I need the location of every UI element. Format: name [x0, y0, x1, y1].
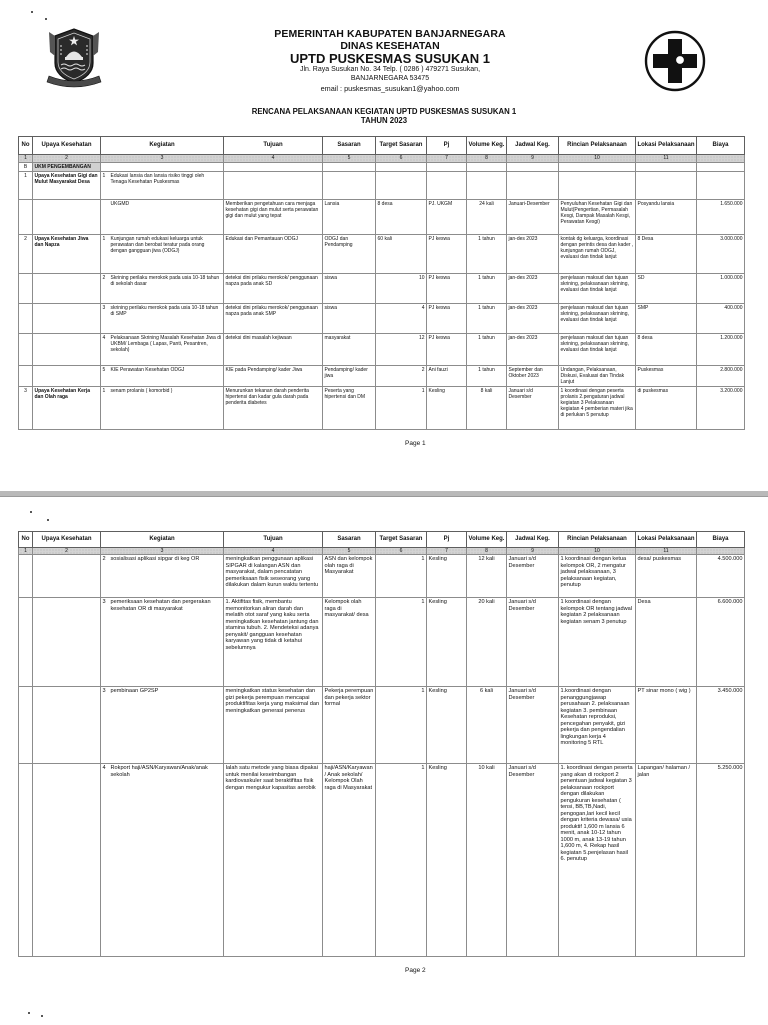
- section-label: UKM PENGEMBANGAN: [33, 163, 101, 172]
- column-number-lokasi: 11: [636, 155, 697, 163]
- kegiatan-number: 4: [102, 765, 106, 771]
- column-header-no: No: [19, 532, 33, 548]
- kegiatan-number: 2: [102, 556, 106, 562]
- cell-rincian: 1.koordinasi dengan penanggungjawap perusahaan 2. pelaksanaan kegiatan 3. pembinaan Kesehatan reproduksi, pencegahan penyakit, gizi pekerja dan pengendalian lingkungan kerja 4 monitoring 5 RTL: [559, 687, 636, 764]
- kegiatan-number: 2: [102, 275, 106, 281]
- column-header-sasaran: Sasaran: [323, 137, 376, 155]
- column-header-target: Target Sasaran: [376, 137, 427, 155]
- cell-no: [19, 366, 33, 387]
- kegiatan-number: 4: [102, 335, 106, 341]
- kegiatan-number: 3: [102, 305, 106, 311]
- cell-pj: PJ keswa: [427, 274, 467, 304]
- kegiatan-entry: [103, 556, 222, 563]
- kegiatan-text: Pelaksanaan Skrining Masalah Kesehatan Jiwa di UKBM/ Lembaga ( Lapas, Panti, Pesantren, sekolah): [110, 335, 222, 353]
- activity-plan-table-page-1: [18, 136, 745, 430]
- table-body: [19, 532, 745, 957]
- cell-no: [19, 304, 33, 334]
- column-number-rincian: 10: [559, 548, 636, 555]
- empty-cell: [427, 163, 467, 172]
- cell-volume: [467, 172, 507, 200]
- empty-cell: [323, 163, 376, 172]
- cell-pj: PJ. UKGM: [427, 200, 467, 235]
- column-number-volume: 8: [467, 155, 507, 163]
- cell-tujuan: deteksi dini masalah kejiwaan: [224, 334, 323, 366]
- cell-lokasi: [636, 172, 697, 200]
- cell-upaya: [33, 334, 101, 366]
- cell-lokasi: SD: [636, 274, 697, 304]
- section-code: B: [19, 163, 33, 172]
- cell-lokasi: SMP: [636, 304, 697, 334]
- cell-biaya: 3.000.000: [697, 235, 745, 274]
- cell-lokasi: Lapangan/ halaman / jalan: [636, 764, 697, 957]
- cell-lokasi: 8 desa: [636, 334, 697, 366]
- kegiatan-number: 3: [102, 688, 106, 694]
- kegiatan-entry: [103, 599, 222, 612]
- cell-target: 1: [376, 764, 427, 957]
- cell-pj: Kesling: [427, 555, 467, 598]
- cell-no: [19, 687, 33, 764]
- cell-no: [19, 555, 33, 598]
- cell-biaya: 3.450.000: [697, 687, 745, 764]
- cell-jadwal: jan-des 2023: [507, 334, 559, 366]
- table-row: [19, 172, 745, 200]
- cell-kegiatan: [101, 200, 224, 235]
- cell-target: 4: [376, 304, 427, 334]
- cell-tujuan: Ialah satu metode yang biasa dipakai untuk menilai keseimbangan kardiovaskuler saat beraktifitas fisik dengan mengukur kapasitas aerobik: [224, 764, 323, 957]
- kegiatan-text: UKGMD: [110, 201, 130, 207]
- cell-pj: PJ keswa: [427, 304, 467, 334]
- kegiatan-text: Edukasi lansia dan lansia risiko tinggi oleh Tenaga Kesehatan Puskesmas: [110, 173, 205, 185]
- cell-upaya: [33, 687, 101, 764]
- letterhead-department: DINAS KESEHATAN: [340, 40, 440, 52]
- cell-jadwal: September dan Oktober 2023: [507, 366, 559, 387]
- cell-pj: [427, 172, 467, 200]
- cell-kegiatan: [101, 387, 224, 430]
- cell-jadwal: Januari s/d Desember: [507, 555, 559, 598]
- cell-no: 3: [19, 387, 33, 430]
- column-header-lokasi: Lokasi Pelaksanaan: [636, 532, 697, 548]
- cell-biaya: 1.000.000: [697, 274, 745, 304]
- cell-no: [19, 764, 33, 957]
- cell-biaya: 5.250.000: [697, 764, 745, 957]
- column-number-pj: 7: [427, 155, 467, 163]
- puskesmas-cross-logo-icon: [644, 30, 706, 92]
- cell-sasaran: Pekerja perempuan dan pekerja sektor formal: [323, 687, 376, 764]
- kegiatan-text: skrining perilaku merokok pada usia 10-18 tahun di SMP: [110, 305, 219, 317]
- column-number-jadwal: 9: [507, 155, 559, 163]
- cell-pj: Ani fauzi: [427, 366, 467, 387]
- cell-biaya: 3.200.000: [697, 387, 745, 430]
- column-header-pj: Pj: [427, 137, 467, 155]
- cell-target: 12: [376, 334, 427, 366]
- cell-kegiatan: [101, 687, 224, 764]
- kegiatan-text: pembinaan GP2SP: [110, 688, 159, 694]
- empty-cell: [467, 163, 507, 172]
- cell-tujuan: Memberikan pengetahuan cara menjaga kesehatan gigi dan mulut serta perawatan gigi dan mulut yang tepat: [224, 200, 323, 235]
- scan-speck: [47, 519, 49, 521]
- cell-no: [19, 274, 33, 304]
- kegiatan-text: KIE Perawatan Kesehatan ODGJ: [110, 367, 185, 373]
- kegiatan-entry: [103, 765, 222, 778]
- cell-target: 1: [376, 387, 427, 430]
- empty-cell: [559, 163, 636, 172]
- section-row: [19, 163, 745, 172]
- column-number-volume: 8: [467, 548, 507, 555]
- page-number: Page 2: [405, 967, 426, 974]
- cell-pj: Kesling: [427, 687, 467, 764]
- column-header-volume: Volume Keg.: [467, 137, 507, 155]
- cell-upaya: [33, 764, 101, 957]
- cell-target: [376, 172, 427, 200]
- column-number-kegiatan: 3: [101, 548, 224, 555]
- cell-jadwal: Januari s/d Desember: [507, 598, 559, 687]
- cell-rincian: [559, 172, 636, 200]
- cell-jadwal: Januari s/d Desember: [507, 764, 559, 957]
- table-row: [19, 387, 745, 430]
- cell-rincian: Undangan, Pelaksanaan, Diskusi, Evaluasi dan Tindak Lanjut: [559, 366, 636, 387]
- cell-volume: 1 tahun: [467, 366, 507, 387]
- cell-jadwal: Januari-Desember: [507, 200, 559, 235]
- cell-rincian: penjelasan maksud dan tujuan skrining, pelaksanaan skrining, evaluasi dan tindak lanjut: [559, 274, 636, 304]
- cell-sasaran: ASN dan kelompok olah raga di Masyarakat: [323, 555, 376, 598]
- column-header-volume: Volume Keg.: [467, 532, 507, 548]
- cell-rincian: penjelasan maksud dan tujuan skrining, pelaksanaan skrining, evaluasi dan tindak lanjut: [559, 304, 636, 334]
- cell-sasaran: Lansia: [323, 200, 376, 235]
- table-row: [19, 366, 745, 387]
- scan-speck: [30, 511, 32, 513]
- kegiatan-entry: [103, 305, 222, 317]
- column-number-sasaran: 5: [323, 155, 376, 163]
- cell-target: 1: [376, 687, 427, 764]
- cell-upaya: [33, 366, 101, 387]
- cell-volume: 6 kali: [467, 687, 507, 764]
- cell-tujuan: KIE pada Pendamping/ kader Jiwa: [224, 366, 323, 387]
- kegiatan-entry: [103, 388, 222, 394]
- cell-biaya: 4.500.000: [697, 555, 745, 598]
- document-page-1: [0, 0, 768, 491]
- cell-no: 1: [19, 172, 33, 200]
- cell-volume: 1 tahun: [467, 334, 507, 366]
- table-row: [19, 598, 745, 687]
- column-header-upaya: Upaya Kesehatan: [33, 137, 101, 155]
- column-header-jadwal: Jadwal Keg.: [507, 137, 559, 155]
- cell-kegiatan: [101, 334, 224, 366]
- kegiatan-entry: [103, 201, 222, 207]
- cell-volume: 10 kali: [467, 764, 507, 957]
- cell-kegiatan: [101, 555, 224, 598]
- cell-jadwal: [507, 172, 559, 200]
- cell-lokasi: desa/ puskesmas: [636, 555, 697, 598]
- kegiatan-number: [103, 201, 111, 207]
- column-number-sasaran: 5: [323, 548, 376, 555]
- cell-lokasi: Desa: [636, 598, 697, 687]
- cell-sasaran: siswa: [323, 304, 376, 334]
- cell-kegiatan: [101, 304, 224, 334]
- letterhead-city: BANJARNEGARA 53475: [350, 75, 430, 82]
- cell-biaya: 1.200.000: [697, 334, 745, 366]
- cell-kegiatan: [101, 172, 224, 200]
- column-header-kegiatan: Kegiatan: [101, 137, 224, 155]
- table-row: [19, 235, 745, 274]
- cell-kegiatan: [101, 598, 224, 687]
- document-year: TAHUN 2023: [360, 116, 408, 125]
- kegiatan-entry: [103, 236, 222, 254]
- cell-jadwal: Januari s/d Desember: [507, 687, 559, 764]
- cell-target: 2: [376, 366, 427, 387]
- scan-speck: [45, 18, 47, 20]
- cell-tujuan: [224, 172, 323, 200]
- column-header-tujuan: Tujuan: [224, 532, 323, 548]
- header-row: [19, 532, 745, 548]
- cell-target: 8 desa: [376, 200, 427, 235]
- table-row: [19, 304, 745, 334]
- kegiatan-text: pemeriksaan kesehatan dan pergerakan kesehatan OR di masyarakat: [110, 599, 211, 612]
- column-number-kegiatan: 3: [101, 155, 224, 163]
- table-row: [19, 555, 745, 598]
- table-row: [19, 334, 745, 366]
- scan-speck: [31, 11, 33, 13]
- column-number-lokasi: 11: [636, 548, 697, 555]
- table-row: [19, 274, 745, 304]
- cell-rincian: 1 koordinasi dengan ketua kelompok OR, 2 mengatur jadwal pelaksanaan, 3 pelaksanaan kegiatan, penutup: [559, 555, 636, 598]
- cell-upaya: Upaya Kesehatan Gigi dan Mulut Masyarakat Desa: [33, 172, 101, 200]
- cell-sasaran: Pendamping/ kader jiwa: [323, 366, 376, 387]
- kegiatan-entry: [103, 275, 222, 287]
- cell-sasaran: Kelompok olah raga di masyarakat/ desa: [323, 598, 376, 687]
- column-number-row: [19, 155, 745, 163]
- column-number-upaya: 2: [33, 548, 101, 555]
- cell-jadwal: jan-des 2023: [507, 304, 559, 334]
- column-header-pj: Pj: [427, 532, 467, 548]
- column-header-sasaran: Sasaran: [323, 532, 376, 548]
- header-row: [19, 137, 745, 155]
- cell-tujuan: deteksi dini prilaku merokok/ penggunaan napza pada anak SMP: [224, 304, 323, 334]
- column-number-rincian: 10: [559, 155, 636, 163]
- column-number-row: [19, 548, 745, 555]
- column-number-target: 6: [376, 155, 427, 163]
- page-number: Page 1: [405, 440, 426, 447]
- column-number-biaya: [697, 548, 745, 555]
- cell-sasaran: Peserta yang hipertensi dan DM: [323, 387, 376, 430]
- column-header-target: Target Sasaran: [376, 532, 427, 548]
- cell-biaya: 2.800.000: [697, 366, 745, 387]
- kegiatan-entry: [103, 173, 222, 185]
- cell-kegiatan: [101, 764, 224, 957]
- cell-upaya: [33, 555, 101, 598]
- cell-sasaran: siswa: [323, 274, 376, 304]
- column-number-jadwal: 9: [507, 548, 559, 555]
- column-header-rincian: Rincian Pelaksanaan: [559, 532, 636, 548]
- cell-pj: Kesling: [427, 387, 467, 430]
- activity-plan-table-page-2: [18, 531, 745, 957]
- column-number-tujuan: 4: [224, 548, 323, 555]
- column-number-target: 6: [376, 548, 427, 555]
- kegiatan-number: 1: [102, 388, 106, 394]
- cell-upaya: Upaya Kesehatan Jiwa dan Napza: [33, 235, 101, 274]
- kegiatan-text: Skrining perilaku merokok pada usia 10-18 tahun di sekolah dasar: [110, 275, 220, 287]
- cell-volume: 1 tahun: [467, 304, 507, 334]
- cell-no: [19, 334, 33, 366]
- cell-tujuan: Menurunkan tekanan darah penderita hipertensi dan kadar gula darah pada penderita diabetes: [224, 387, 323, 430]
- cell-rincian: 1 koordinasi dengan peserta prolanis 2.pengaturan jadwal kegiatan 3 Pelaksanaan kegiatan 4 pemberian materi jika di perlukan 5 penutup: [559, 387, 636, 430]
- cell-volume: 12 kali: [467, 555, 507, 598]
- kegiatan-entry: [103, 335, 222, 353]
- cell-kegiatan: [101, 235, 224, 274]
- cell-lokasi: PT sinar mono ( wig ): [636, 687, 697, 764]
- cell-jadwal: jan-des 2023: [507, 235, 559, 274]
- kegiatan-number: 1: [102, 173, 106, 179]
- cell-volume: 20 kali: [467, 598, 507, 687]
- cell-pj: Kesling: [427, 598, 467, 687]
- column-number-pj: 7: [427, 548, 467, 555]
- column-header-biaya: Biaya: [697, 137, 745, 155]
- cell-upaya: [33, 200, 101, 235]
- column-number-no: 1: [19, 155, 33, 163]
- cell-volume: 8 kali: [467, 387, 507, 430]
- kegiatan-text: Rokport haji/ASN/Karyawan/Anak/anak sekolah: [110, 765, 208, 778]
- cell-volume: 24 kali: [467, 200, 507, 235]
- cell-sasaran: [323, 172, 376, 200]
- cell-upaya: [33, 274, 101, 304]
- cell-upaya: Upaya Kesehatan Kerja dan Olah raga: [33, 387, 101, 430]
- cell-biaya: 6.600.000: [697, 598, 745, 687]
- scan-speck: [41, 1015, 43, 1017]
- column-number-tujuan: 4: [224, 155, 323, 163]
- cell-target: 10: [376, 274, 427, 304]
- letterhead-government: PEMERINTAH KABUPATEN BANJARNEGARA: [274, 28, 506, 40]
- cell-biaya: 1.650.000: [697, 200, 745, 235]
- cell-jadwal: jan-des 2023: [507, 274, 559, 304]
- cell-target: 1: [376, 598, 427, 687]
- cell-kegiatan: [101, 366, 224, 387]
- cell-lokasi: Puskesmas: [636, 366, 697, 387]
- kegiatan-number: 3: [102, 599, 106, 605]
- kegiatan-number: 5: [102, 367, 106, 373]
- letterhead-email: email : puskesmas_susukan1@yahoo.com: [320, 84, 460, 93]
- column-header-jadwal: Jadwal Keg.: [507, 532, 559, 548]
- table-row: [19, 200, 745, 235]
- cell-rincian: 1. koordinasi dengan peserta yang akan di rockport 2 penentuan jadwal kegiatan 3 pelaksanaan rockport dengan dilakukan pengukuran kesehatan ( tensi, BB,TB,Nadi, pengogan,lari kecil kecil dengan kriteria dewasa/ usia produktif 1,600 m lansia 6 menit, anak 10-12 tahun 1000 m, anak 13-19 tahun 1,600 m, 4. Rekap hasil kegiatan 5.penjelasan hasil 6. penutup: [559, 764, 636, 957]
- column-header-biaya: Biaya: [697, 532, 745, 548]
- cell-sasaran: masyarakat: [323, 334, 376, 366]
- empty-cell: [101, 163, 224, 172]
- cell-sasaran: haji/ASN/Karyawan/ Anak sekolah/ Kelompok Olah raga di Masyarakat: [323, 764, 376, 957]
- table-row: [19, 764, 745, 957]
- cell-sasaran: ODGJ dan Pendamping: [323, 235, 376, 274]
- cell-target: 1: [376, 555, 427, 598]
- empty-cell: [697, 163, 745, 172]
- kegiatan-text: Kunjungan rumah edukasi keluarga untuk perawatan dan berobat teratur pada orang dengan gangguan jiwa (ODGJ): [110, 236, 205, 254]
- column-number-biaya: [697, 155, 745, 163]
- cell-biaya: [697, 172, 745, 200]
- cell-biaya: 400.000: [697, 304, 745, 334]
- cell-lokasi: Posyandu lansia: [636, 200, 697, 235]
- cell-rincian: Penyuluhan Kesehatan Gigi dan Mulut(Pengertian, Permasalah Kesgi, Dampak Masalah Kesgi, Perawatan Kesgi): [559, 200, 636, 235]
- scan-speck: [28, 1012, 30, 1014]
- cell-no: [19, 200, 33, 235]
- kegiatan-number: 1: [102, 236, 106, 242]
- table-body: [19, 137, 745, 430]
- column-header-rincian: Rincian Pelaksanaan: [559, 137, 636, 155]
- kegiatan-entry: [103, 688, 222, 695]
- cell-kegiatan: [101, 274, 224, 304]
- cell-pj: PJ keswa: [427, 334, 467, 366]
- cell-rincian: penjelasan maksud dan tujuan skrining, pelaksanaan skrining, evaluasi dan tindak lanjut: [559, 334, 636, 366]
- column-header-tujuan: Tujuan: [224, 137, 323, 155]
- column-header-lokasi: Lokasi Pelaksanaan: [636, 137, 697, 155]
- cell-jadwal: Januari s/d Desember: [507, 387, 559, 430]
- document-title: RENCANA PELAKSANAAN KEGIATAN UPTD PUSKESMAS SUSUKAN 1: [251, 107, 517, 116]
- empty-cell: [507, 163, 559, 172]
- column-header-kegiatan: Kegiatan: [101, 532, 224, 548]
- letterhead-institution: UPTD PUSKESMAS SUSUKAN 1: [289, 51, 491, 66]
- cell-upaya: [33, 304, 101, 334]
- cell-rincian: 1 koordinasi dengan kelompok OR tentang jadwal kegiatan 2 pelaksanaan kegiatan senam 3 penutup: [559, 598, 636, 687]
- cell-tujuan: meningkatkan status kesehatan dan gizi pekerja perempuan mencapai produktifitas kerja yang maksimal dan meningkatkan generasi penerus: [224, 687, 323, 764]
- cell-rincian: kontak dg keluarga, koordinasi dengan perintis desa dan kader , kunjungan rumah ODGJ, evaluasi dan tindak lanjut: [559, 235, 636, 274]
- cell-lokasi: di puskesmas: [636, 387, 697, 430]
- column-header-no: No: [19, 137, 33, 155]
- column-number-no: 1: [19, 548, 33, 555]
- column-header-upaya: Upaya Kesehatan: [33, 532, 101, 548]
- cell-volume: 1 tahun: [467, 235, 507, 274]
- kegiatan-text: sosialisasi aplikasi sipgar di keg OR: [110, 556, 200, 562]
- cell-no: 2: [19, 235, 33, 274]
- document-page-2: [0, 496, 768, 1025]
- cell-pj: PJ keswa: [427, 235, 467, 274]
- cell-tujuan: meningkatkan penggunaan aplikasi SIPGAR di kalangan ASN dan masyarakat, dalam pencatatan pemeriksaan fisik seseorang yang dilakukan dalam kurun waktu tertentu: [224, 555, 323, 598]
- cell-volume: 1 tahun: [467, 274, 507, 304]
- column-number-upaya: 2: [33, 155, 101, 163]
- empty-cell: [224, 163, 323, 172]
- cell-pj: Kesling: [427, 764, 467, 957]
- empty-cell: [636, 163, 697, 172]
- cell-tujuan: 1. Aktifitas fisik, membantu memonitorkan aliran darah dan melatih otot saraf yang kaku serta meningkatkan kesehatan jantung dan stamina tubuh. 2. Mendeteksi adanya penyakit/ gangguan kesehatan karyawan yang tidak di ketahui sebelumnya: [224, 598, 323, 687]
- cell-lokasi: 8 Desa: [636, 235, 697, 274]
- table-row: [19, 687, 745, 764]
- cell-tujuan: Edukasi dan Pemantauan ODGJ: [224, 235, 323, 274]
- cell-no: [19, 598, 33, 687]
- cell-upaya: [33, 598, 101, 687]
- kegiatan-entry: [103, 367, 222, 373]
- kegiatan-text: senam prolanis ( komorbid ): [110, 388, 173, 394]
- cell-tujuan: deteksi dini prilaku merokok/ penggunaan napza pada anak SD: [224, 274, 323, 304]
- empty-cell: [376, 163, 427, 172]
- letterhead-address: Jln. Raya Susukan No. 34 Telp. ( 0286 ) 479271 Susukan,: [299, 66, 481, 73]
- cell-target: 60 kali: [376, 235, 427, 274]
